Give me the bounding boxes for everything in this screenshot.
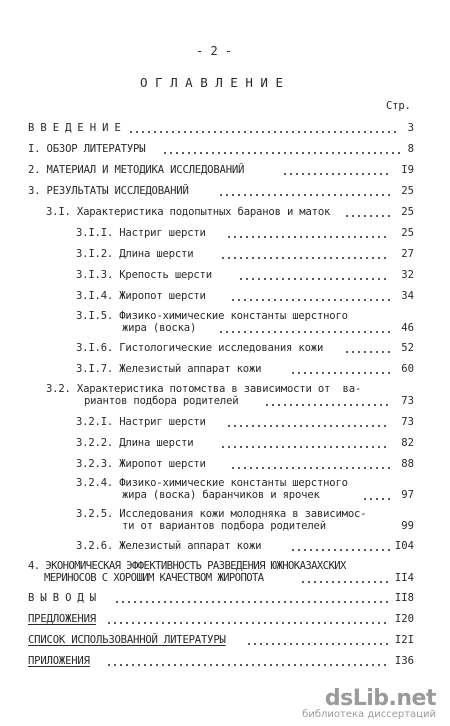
toc-entry-conclusions: В Ы В О Д Ы xyxy=(28,592,96,604)
leader-dots xyxy=(290,549,390,551)
toc-entry-3-1-7: 3.I.7. Железистый аппарат кожи xyxy=(76,363,262,375)
toc-entry-3-1-2: 3.I.2. Длина шерсти xyxy=(76,248,194,260)
leader-dots xyxy=(106,664,390,666)
toc-entry-3-2-4-line2: жира (воска) баранчиков и ярочек xyxy=(122,489,320,501)
toc-entry-economic-efficiency: 4. ЭКОНОМИЧЕСКАЯ ЭФФЕКТИВНОСТЬ РАЗВЕДЕНИЯ ЮЖНОКАЗАХСКИХ xyxy=(28,560,346,572)
leader-dots xyxy=(218,331,390,333)
toc-page-number: 60 xyxy=(401,363,414,375)
leader-dots xyxy=(230,299,390,301)
toc-entry-introduction: В В Е Д Е Н И Е xyxy=(28,122,121,134)
toc-page-number: 73 xyxy=(401,395,414,407)
leader-dots xyxy=(344,351,390,353)
toc-page-number: I36 xyxy=(394,655,414,667)
leader-dots xyxy=(344,215,390,217)
toc-page-number: 46 xyxy=(401,322,414,334)
toc-entry-appendices: ПРИЛОЖЕНИЯ xyxy=(28,655,90,667)
toc-title: О Г Л А В Л Е Н И Е xyxy=(140,75,283,90)
toc-entry-3-1-5: 3.I.5. Физико-химические константы шерстного xyxy=(76,310,348,322)
leader-dots xyxy=(220,446,390,448)
leader-dots xyxy=(230,467,390,469)
page-column-header: Стр. xyxy=(386,100,411,112)
leader-dots xyxy=(246,643,390,645)
toc-entry-3-2: 3.2. Характеристика потомства в зависимости от ва- xyxy=(46,383,362,395)
leader-dots xyxy=(106,622,390,624)
toc-entry-economic-efficiency-line2: МЕРИНОСОВ С ХОРОШИМ КАЧЕСТВОМ ЖИРОПОТА xyxy=(44,572,264,584)
toc-entry-3-2-3: 3.2.3. Жиропот шерсти xyxy=(76,458,206,470)
toc-page-number: 8 xyxy=(407,143,414,155)
leader-dots xyxy=(226,425,390,427)
toc-entry-3-2-2: 3.2.2. Длина шерсти xyxy=(76,437,194,449)
toc-entry-literature-review: I. ОБЗОР ЛИТЕРАТУРЫ xyxy=(28,143,146,155)
leader-dots xyxy=(226,236,390,238)
toc-entry-3-2-5-line2: ти от вариантов подбора родителей xyxy=(122,520,326,532)
leader-dots xyxy=(290,372,390,374)
toc-page-number: 73 xyxy=(401,416,414,428)
toc-entry-3-2-line2: риантов подбора родителей xyxy=(84,395,239,407)
leader-dots xyxy=(362,498,390,500)
toc-entry-3-1-3: 3.I.3. Крепость шерсти xyxy=(76,269,212,281)
leader-dots xyxy=(218,194,390,196)
leader-dots xyxy=(128,131,400,133)
toc-page-number: I9 xyxy=(401,164,414,176)
toc-page-number: 25 xyxy=(401,206,414,218)
page-number: - 2 - xyxy=(196,44,233,58)
toc-entry-3-1-6: 3.I.6. Гистологические исследования кожи xyxy=(76,342,324,354)
toc-entry-3-1-5-line2: жира (воска) xyxy=(122,322,197,334)
toc-entry-3-2-1: 3.2.I. Настриг шерсти xyxy=(76,416,206,428)
toc-page-number: 82 xyxy=(401,437,414,449)
toc-page-number: 97 xyxy=(401,489,414,501)
toc-entry-3-2-4: 3.2.4. Физико-химические константы шерстного xyxy=(76,477,348,489)
leader-dots xyxy=(238,278,390,280)
leader-dots xyxy=(264,404,390,406)
toc-page-number: 32 xyxy=(401,269,414,281)
leader-dots xyxy=(114,601,390,603)
toc-page-number: 99 xyxy=(401,520,414,532)
toc-page-number: 27 xyxy=(401,248,414,260)
toc-entry-3-1-4: 3.I.4. Жиропот шерсти xyxy=(76,290,206,302)
toc-entry-references: СПИСОК ИСПОЛЬЗОВАННОЙ ЛИТЕРАТУРЫ xyxy=(28,634,226,646)
toc-entry-proposals: ПРЕДЛОЖЕНИЯ xyxy=(28,613,96,625)
toc-page-number: 88 xyxy=(401,458,414,470)
toc-entry-3-1: 3.I. Характеристика подопытных баранов и маток xyxy=(46,206,331,218)
toc-page-number: I2I xyxy=(394,634,414,646)
toc-page-number: 25 xyxy=(401,185,414,197)
toc-entry-3-2-6: 3.2.6. Железистый аппарат кожи xyxy=(76,540,262,552)
toc-page-number: II4 xyxy=(394,572,414,584)
leader-dots xyxy=(300,581,390,583)
toc-page-number: 25 xyxy=(401,227,414,239)
leader-dots xyxy=(162,152,400,154)
watermark xyxy=(302,686,436,720)
watermark-logo: dsLib.net xyxy=(324,686,436,711)
leader-dots xyxy=(220,257,390,259)
leader-dots xyxy=(282,173,390,175)
toc-page-number: 52 xyxy=(401,342,414,354)
toc-page-number: 3 xyxy=(407,122,414,134)
toc-entry-3-2-5: 3.2.5. Исследования кожи молодняка в зависимос- xyxy=(76,508,367,520)
toc-page-number: II8 xyxy=(394,592,414,604)
toc-page-number: I04 xyxy=(394,540,414,552)
toc-page-number: I20 xyxy=(394,613,414,625)
toc-page-number: 34 xyxy=(401,290,414,302)
toc-entry-3-1-1: 3.I.I. Настриг шерсти xyxy=(76,227,206,239)
toc-entry-materials-methods: 2. МАТЕРИАЛ И МЕТОДИКА ИССЛЕДОВАНИЙ xyxy=(28,164,245,176)
toc-entry-results: 3. РЕЗУЛЬТАТЫ ИССЛЕДОВАНИЙ xyxy=(28,185,189,197)
watermark-subtitle: библиотека диссертаций xyxy=(302,709,436,720)
